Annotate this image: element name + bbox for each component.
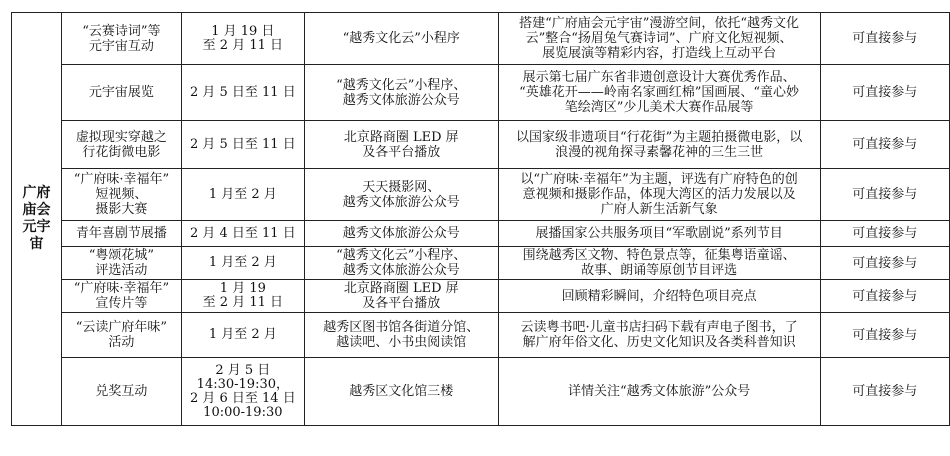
activity-name-cell [61,13,181,65]
activity-desc-cell [498,65,820,121]
table-row [12,13,950,65]
participation-cell: 可直接参与 [820,65,949,121]
participation-cell: 可直接参与 [820,247,949,280]
cell-line: 宙 [29,236,44,252]
cell-line: 展示第七届广东省非遗创意设计大赛优秀作品、 [522,70,796,85]
table-row [12,247,950,280]
cell-line: 2 月 5 日至 11 日 [189,84,296,100]
cell-line: 广府 [22,185,51,201]
cell-line: 2 月 5 日至 11 日 [189,136,296,152]
activity-desc-cell [498,121,820,169]
participation-cell: 可直接参与 [820,13,949,65]
activity-name-cell [61,65,181,121]
table-row [12,313,950,358]
cell-line: 围绕越秀区文物、特色景点等，征集粤语童谣、 [522,248,796,263]
activity-name-cell [61,280,181,313]
cell-line: 2 月 6 日至 14 日 [189,390,296,406]
participation-cell: 可直接参与 [820,121,949,169]
cell-line: 10:00-19:30 [203,404,283,420]
activity-channel-cell [304,13,498,65]
cell-line: “云读广府年味” [75,320,168,335]
activity-time-cell [181,280,304,313]
cell-line: 元宇 [22,219,51,235]
table-row [12,65,950,121]
cell-line: 评选活动 [95,263,148,278]
cell-line: 越读吧、小书虫阅读馆 [336,335,467,350]
cell-line: 云”整合“扬眉兔气赛诗词”、广府文化短视频、 [525,31,793,46]
cell-line: 展播国家公共服务项目“军歌剧说”系列节目 [535,226,783,241]
activity-name-cell [61,169,181,221]
cell-line: 越秀文体旅游公众号 [342,226,460,241]
activity-time-cell [181,121,304,169]
cell-line: 越秀区图书馆各街道分馆、 [323,320,480,335]
cell-line: “粤颂花城” [88,248,155,263]
cell-line: 14:30-19:30， [196,376,289,392]
participation-cell: 可直接参与 [820,221,949,247]
activity-time-cell [181,65,304,121]
cell-line: 北京路商圈 LED 屏 [343,281,459,296]
cell-line: “云赛诗词”等 [82,23,161,39]
cell-line: 浪漫的视角探寻素馨花神的三生三世 [555,144,764,160]
activity-desc-cell [498,247,820,280]
table-body [12,13,950,426]
cell-line: 详情关注“越秀文体旅游”公众号 [567,384,751,399]
activity-channel-cell [304,247,498,280]
table-row [12,169,950,221]
activity-desc-cell [498,358,820,426]
cell-line: 以“广府味·幸福年”为主题，评选有广府特色的创 [520,172,798,187]
cell-line: 虚拟现实穿越之 [75,129,167,145]
cell-line: 展览展演等精彩内容，打造线上互动平台 [542,46,777,61]
cell-line: “越秀文化云”小程序、 [336,77,467,93]
participation-cell: 可直接参与 [820,313,949,358]
cell-line: 解广府年俗文化、历史文化知识及各类科普知识 [522,335,796,350]
cell-line: 回顾精彩瞬间，介绍特色项目亮点 [561,288,757,304]
activity-desc-cell [498,221,820,247]
cell-line: 越秀文体旅游公众号 [342,92,460,108]
cell-line: 元宇宙展览 [88,85,154,100]
activity-desc-cell [498,169,820,221]
activity-name-cell [61,247,181,280]
cell-line: 摄影大赛 [95,202,148,217]
participation-cell: 可直接参与 [820,280,949,313]
cell-line: 云读粤书吧·儿童书店扫码下载有声电子图书，了 [520,320,798,335]
activity-name-cell [61,313,181,358]
cell-line: “越秀文化云”小程序、 [336,248,467,263]
cell-line: 1 月 19 日 [211,23,275,39]
cell-line: 2 月 4 日至 11 日 [189,225,296,241]
cell-line: 北京路商圈 LED 屏 [343,129,459,145]
cell-line: 意视频和摄影作品，体现大湾区的活力发展以及 [522,187,796,202]
activity-time-cell [181,169,304,221]
cell-line: 至 2 月 11 日 [202,295,283,310]
cell-line: 1 月 19 [219,281,266,296]
cell-line: 及各平台播放 [362,144,441,160]
cell-line: 活动 [108,335,135,350]
cell-line: 短视频、 [95,187,148,202]
cell-line: “越秀文化云”小程序 [342,31,460,46]
cell-line: “广府味·幸福年” [73,172,170,187]
cell-line: 1 月至 2 月 [208,186,277,202]
cell-line: 及各平台播放 [362,296,441,311]
table-row [12,221,950,247]
cell-line: 越秀文体旅游公众号 [342,263,460,278]
cell-line: 1 月至 2 月 [208,327,277,342]
cell-line: 庙会 [22,202,51,218]
cell-line: 青年喜剧节展播 [75,226,167,241]
cell-line: 1 月至 2 月 [208,255,277,270]
activity-desc-cell [498,280,820,313]
activity-time-cell [181,313,304,358]
activity-desc-cell [498,13,820,65]
cell-line: 2 月 5 日 [215,362,271,378]
activity-time-cell [181,221,304,247]
cell-line: 天天摄影网、 [362,179,441,195]
activity-name-cell [61,121,181,169]
cell-line: 至 2 月 11 日 [202,37,283,53]
activity-channel-cell [304,221,498,247]
cell-line: 越秀区文化馆三楼 [349,384,454,399]
activity-channel-cell [304,65,498,121]
event-table [11,12,950,426]
cell-line: 宣传片等 [95,296,148,311]
activity-channel-cell [304,358,498,426]
cell-line: “广府味·幸福年” [73,281,170,296]
table-row [12,280,950,313]
cell-line: 故事、朗诵等原创节目评选 [581,263,738,278]
activity-time-cell [181,13,304,65]
activity-name-cell [61,358,181,426]
activity-channel-cell [304,121,498,169]
activity-channel-cell [304,169,498,221]
cell-line: 越秀文体旅游公众号 [342,194,460,210]
cell-line: “英雄花开——岭南名家画红棉”国画展、“童心妙 [519,85,800,100]
participation-cell: 可直接参与 [820,169,949,221]
category-cell [12,13,62,426]
cell-line: 搭建“广府庙会元宇宙”漫游空间，依托“越秀文化 [519,16,800,31]
activity-desc-cell [498,313,820,358]
table-row [12,121,950,169]
activity-name-cell [61,221,181,247]
cell-line: 笔绘湾区”少儿美术大赛作品展等 [564,100,754,115]
activity-time-cell [181,247,304,280]
cell-line: 兑奖互动 [95,384,148,399]
cell-line: 元宇宙互动 [88,38,154,54]
activity-time-cell [181,358,304,426]
cell-line: 行花街微电影 [82,144,161,160]
table-row [12,358,950,426]
activity-channel-cell [304,313,498,358]
activity-channel-cell [304,280,498,313]
cell-line: 广府人新生活新气象 [600,202,718,217]
cell-line: 以国家级非遗项目“行花街”为主题拍摄微电影，以 [515,129,803,145]
participation-cell: 可直接参与 [820,358,949,426]
